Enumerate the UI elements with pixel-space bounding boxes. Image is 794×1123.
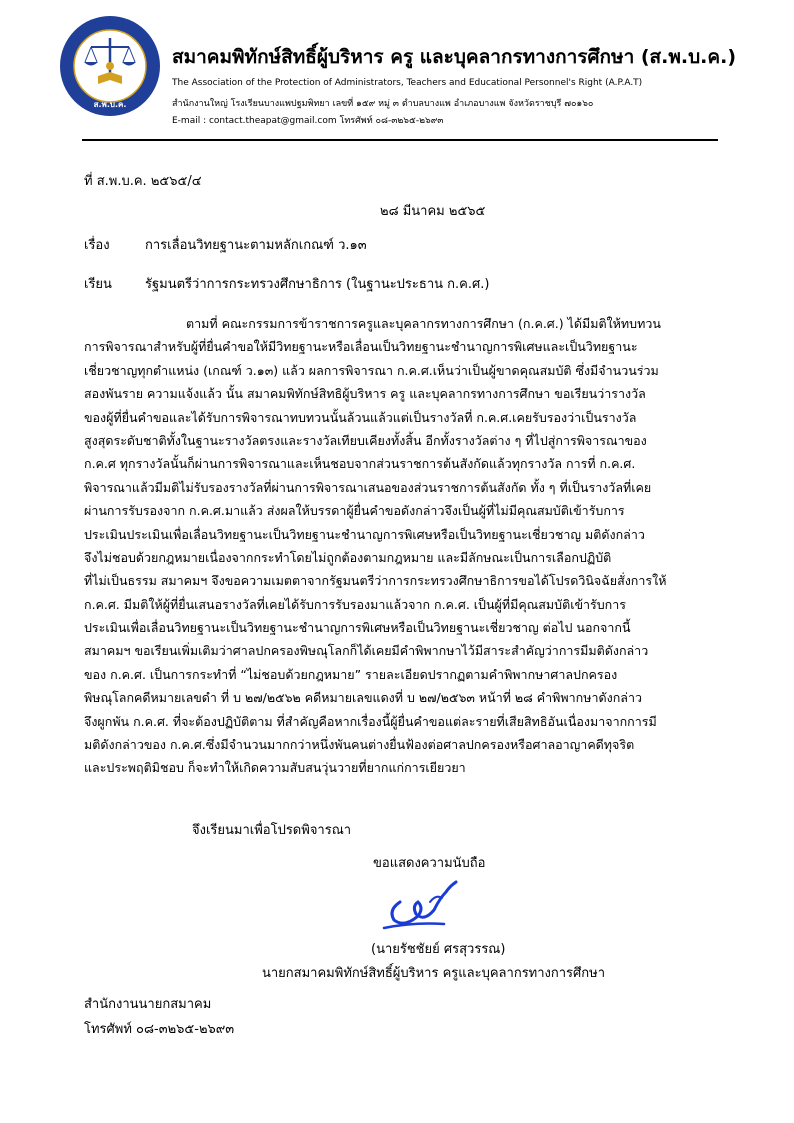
body-line: ก.ค.ศ. มีมติให้ผู้ที่ยื่นเสนอรางวัลที่เคยได้รับการรับรองมาแล้วจาก ก.ค.ศ. เป็นผู้ที่มีคุณสมบัติเข้ารับการ xyxy=(84,596,626,612)
body-line: สมาคมฯ ขอเรียนเพิ่มเติมว่าศาลปกครองพิษณุโลกก็ได้เคยมีคำพิพากษาไว้มีสาระสำคัญว่าการมีมติดังกล่าว xyxy=(84,643,649,659)
organization-address: สำนักงานใหญ่ โรงเรียนบางแพปฐมพิทยา เลขที่ ๑๕๙ หมู่ ๓ ตำบลบางแพ อำเภอบางแพ จังหวัดราชบุรี ๗๐๑๖๐ xyxy=(172,99,594,109)
body-line: ของ ก.ค.ศ. เป็นการกระทำที่ “ไม่ชอบด้วยกฎหมาย” รายละเอียดปรากฏตามคำพิพากษาศาลปกครอง xyxy=(84,666,618,682)
body-line: มติดังกล่าวของ ก.ค.ศ.ซึ่งมีจำนวนมากกว่าหนึ่งพันคนต่างยื่นฟ้องต่อศาลปกครองหรือศาลอาญาคดีทุจริต xyxy=(84,737,635,753)
complimentary-close: ขอแสดงความนับถือ xyxy=(373,856,486,871)
body-line: พิจารณาแล้วมีมติไม่รับรองรางวัลที่ผ่านการพิจารณาเสนอของส่วนราชการต้นสังกัด ทั้ง ๆ ที่เป็นรางวัลที่เคย xyxy=(84,479,652,495)
logo-caption: ส.พ.บ.ค. xyxy=(93,100,127,109)
body-line: และประพฤติมิชอบ ก็จะทำให้เกิดความสับสนวุ่นวายที่ยากแก่การเยียวยา xyxy=(84,760,466,776)
body-line: ก.ค.ศ ทุกรางวัลนั้นก็ผ่านการพิจารณาและเห็นชอบจากส่วนราชการต้นสังกัดแล้วทุกรางวัล การที่ ก.ค.ศ. xyxy=(84,456,636,472)
signer-name: (นายรัชชัยย์ ศรสุวรรณ) xyxy=(371,942,506,957)
body-line: พิษณุโลกคดีหมายเลขดำ ที่ บ ๒๗/๒๕๖๒ คดีหมายเลขแดงที่ บ ๒๗/๒๕๖๓ หน้าที่ ๒๘ คำพิพากษาดังกล่าว xyxy=(84,690,642,706)
organization-contact: E-mail : contact.theapat@gmail.com โทรศัพท์ ๐๘-๓๒๖๕-๒๖๙๓ xyxy=(172,116,444,126)
subject-label: เรื่อง xyxy=(84,238,110,253)
body-line: จึงผูกพัน ก.ค.ศ. ที่จะต้องปฏิบัติตาม ที่สำคัญคือหากเรื่องนี้ผู้ยื่นคำขอแต่ละรายที่เสียสิทธิอันเนื่องมาจากการมี xyxy=(84,713,657,729)
letter-body xyxy=(84,312,714,780)
body-line: ผ่านการรับรองจาก ก.ค.ศ.มาแล้ว ส่งผลให้บรรดาผู้ยื่นคำขอดังกล่าวจึงเป็นผู้ที่ไม่มีคุณสมบัติเข้ารับการ xyxy=(84,503,625,519)
body-line: ที่ไม่เป็นธรรม สมาคมฯ จึงขอความเมตตาจากรัฐมนตรีว่าการกระทรวงศึกษาธิการขอได้โปรดวินิจฉัยสั่งการให้ xyxy=(84,573,667,589)
organization-name-thai: สมาคมพิทักษ์สิทธิ์ผู้บริหาร ครู และบุคลากรทางการศึกษา (ส.พ.บ.ค.) xyxy=(172,46,736,68)
letterhead-divider xyxy=(82,139,718,141)
body-line: สูงสุดระดับชาติทั้งในฐานะรางวัลตรงและรางวัลเทียบเคียงทั้งสิ้น อีกทั้งรางวัลต่าง ๆ ที่ไปสู่การพิจารณาของ xyxy=(84,432,647,448)
body-line: ตามที่ คณะกรรมการข้าราชการครูและบุคลากรทางการศึกษา (ก.ค.ศ.) ได้มีมติให้ทบทวน xyxy=(186,316,661,331)
office-name: สำนักงานนายกสมาคม xyxy=(84,997,212,1012)
recipient-text: รัฐมนตรีว่าการกระทรวงศึกษาธิการ (ในฐานะประธาน ก.ค.ศ.) xyxy=(145,277,490,292)
signer-position: นายกสมาคมพิทักษ์สิทธิ์ผู้บริหาร ครูและบุคลากรทางการศึกษา xyxy=(262,966,606,981)
organization-name-english: The Association of the Protection of Administrators, Teachers and Educational Personnel's Right (A.P.A.T) xyxy=(172,78,643,88)
body-line: เชี่ยวชาญทุกตำแหน่ง (เกณฑ์ ว.๑๓) แล้ว ผลการพิจารณา ก.ค.ศ.เห็นว่าเป็นผู้ขาดคุณสมบัติ ซึ่งมีจำนวนร่วม xyxy=(84,362,659,378)
subject-text: การเลื่อนวิทยฐานะตามหลักเกณฑ์ ว.๑๓ xyxy=(145,238,367,253)
letter-date: ๒๘ มีนาคม ๒๕๖๕ xyxy=(380,204,486,219)
body-line: การพิจารณาสำหรับผู้ที่ยื่นคำขอให้มีวิทยฐานะหรือเลื่อนเป็นวิทยฐานะชำนาญการพิเศษและเป็นวิทยฐานะ xyxy=(84,339,638,355)
body-line: ประเมินเพื่อเลื่อนวิทยฐานะเป็นวิทยฐานะชำนาญการพิเศษหรือเป็นวิทยฐานะเชี่ยวชาญ ต่อไป นอกจากนี้ xyxy=(84,620,631,636)
office-phone: โทรศัพท์ ๐๘-๓๒๖๕-๒๖๙๓ xyxy=(84,1022,235,1037)
association-logo xyxy=(58,14,162,118)
body-line: ประเมินประเมินเพื่อเลื่อนวิทยฐานะเป็นวิทยฐานะชำนาญการพิเศษหรือเป็นวิทยฐานะเชี่ยวชาญ มติดังกล่าว xyxy=(84,526,645,542)
body-line: ของผู้ที่ยื่นคำขอและได้รับการพิจารณาทบทวนนั้นล้วนแล้วแต่เป็นรางวัลที่ ก.ค.ศ.เคยรับรองว่าเป็นรางวัล xyxy=(84,409,637,425)
recipient-label: เรียน xyxy=(84,277,112,292)
closing-sentence: จึงเรียนมาเพื่อโปรดพิจารณา xyxy=(192,823,352,838)
body-line: จึงไม่ชอบด้วยกฎหมายเนื่องจากกระทำโดยไม่ถูกต้องตามกฎหมาย และมีลักษณะเป็นการเลือกปฏิบัติ xyxy=(84,549,612,565)
handwritten-signature xyxy=(374,872,482,934)
body-line: สองพันราย ความแจ้งแล้ว นั้น สมาคมพิทักษ์สิทธิผู้บริหาร ครู และบุคลากรทางการศึกษา ขอเรียนว่ารางวัล xyxy=(84,386,646,402)
reference-number: ที่ ส.พ.บ.ค. ๒๕๖๕/๔ xyxy=(84,174,202,189)
